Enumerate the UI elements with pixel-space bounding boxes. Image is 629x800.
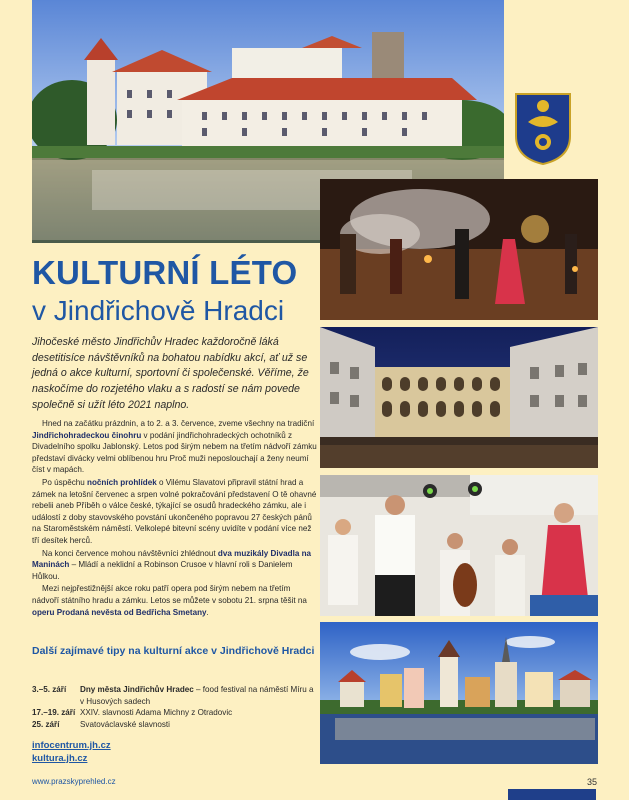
event-date: 3.–5. září	[32, 685, 67, 694]
folk-musicians-photo	[320, 475, 598, 616]
night-performance-photo	[320, 179, 598, 320]
title-sub: v Jindřichově Hradci	[32, 295, 285, 326]
event-date: 25. září	[32, 719, 60, 729]
tips-heading: Další zajímavé tipy na kulturní akce v Jindřichově Hradci	[32, 645, 315, 657]
footer-url: www.prazskyprehled.cz	[32, 777, 116, 786]
page-number: 35	[587, 777, 598, 787]
list-item	[32, 719, 317, 731]
lead-paragraph: Jihočeské město Jindřichův Hradec každoročně láká desetitisíce návštěvníků na bohatou nabídku akcí, ať už se jedná o akce kulturní, sportovní či společenské. Věříme, že naskočíme do rozjetého vlaku a s radostí se nám povede společně si užít léto 2021 naplno.	[32, 336, 309, 411]
event-text: XXIV. slavnosti Adama Michny z Otradovic	[80, 708, 233, 717]
title-main: KULTURNÍ LÉTO	[32, 254, 298, 291]
events-list	[32, 684, 317, 730]
town-panorama-photo	[320, 622, 598, 764]
paragraph-3: Na konci července mohou návštěvníci zhlédnout dva muzikály Divadla na Maninách – Mládí a neklidní a Robinson Crusoe v hlavní roli s Danielem Hůlkou.	[32, 548, 312, 581]
links	[32, 740, 111, 765]
article-body	[32, 418, 317, 619]
footer-bar	[508, 789, 596, 800]
coat-of-arms	[514, 92, 572, 166]
paragraph-1: Hned na začátku prázdnin, a to 2. a 3. července, zveme všechny na tradiční Jindřichohradeckou činohru v podání jindřichohradeckých ochotníků z Divadelního spolku Jablonský. Letos pod širým nebem na třetím nádvoří zámku představí divácky velmi oblíbenou hru Proč muži neposlouchají a ženy neumí číst v mapách.	[32, 419, 317, 475]
event-date: 17.–19. září	[32, 708, 76, 717]
paragraph-4: Mezi nejpřestižnější akce roku patří opera pod širým nebem na třetím nádvoří státního hradu a zámku. Letos se můžete v sobotu 21. srpna těšit na operu Prodaná nevěsta od Bedřicha Smetany.	[32, 584, 307, 617]
article-title	[32, 254, 317, 328]
list-item	[32, 707, 317, 719]
event-name: Dny města Jindřichův Hradec	[80, 685, 194, 694]
event-text: Svatováclavské slavnosti	[80, 719, 170, 729]
castle-courtyard-photo	[320, 327, 598, 468]
paragraph-2: Po úspěchu nočních prohlídek o Vilému Slavatovi připravil státní hrad a zámek na letošní červenec a srpen volné pokračování představení O tě ohavné rebelii aneb Příběh o válce české, týkající se osudů hradeckého zámku, ale i událostí z doby stavovského povstání ukončeného popravou 27 českých pánů na Staroměstském náměstí. Velkolepé bitevní scény uvidíte v podání více než tří desítek herců.	[32, 477, 317, 545]
link-kultura[interactable]: kultura.jh.cz	[32, 752, 88, 764]
list-item	[32, 684, 317, 707]
link-infocentrum[interactable]: infocentrum.jh.cz	[32, 740, 111, 751]
event-text: – food festival na náměstí Míru a v Husových sadech	[80, 685, 314, 706]
